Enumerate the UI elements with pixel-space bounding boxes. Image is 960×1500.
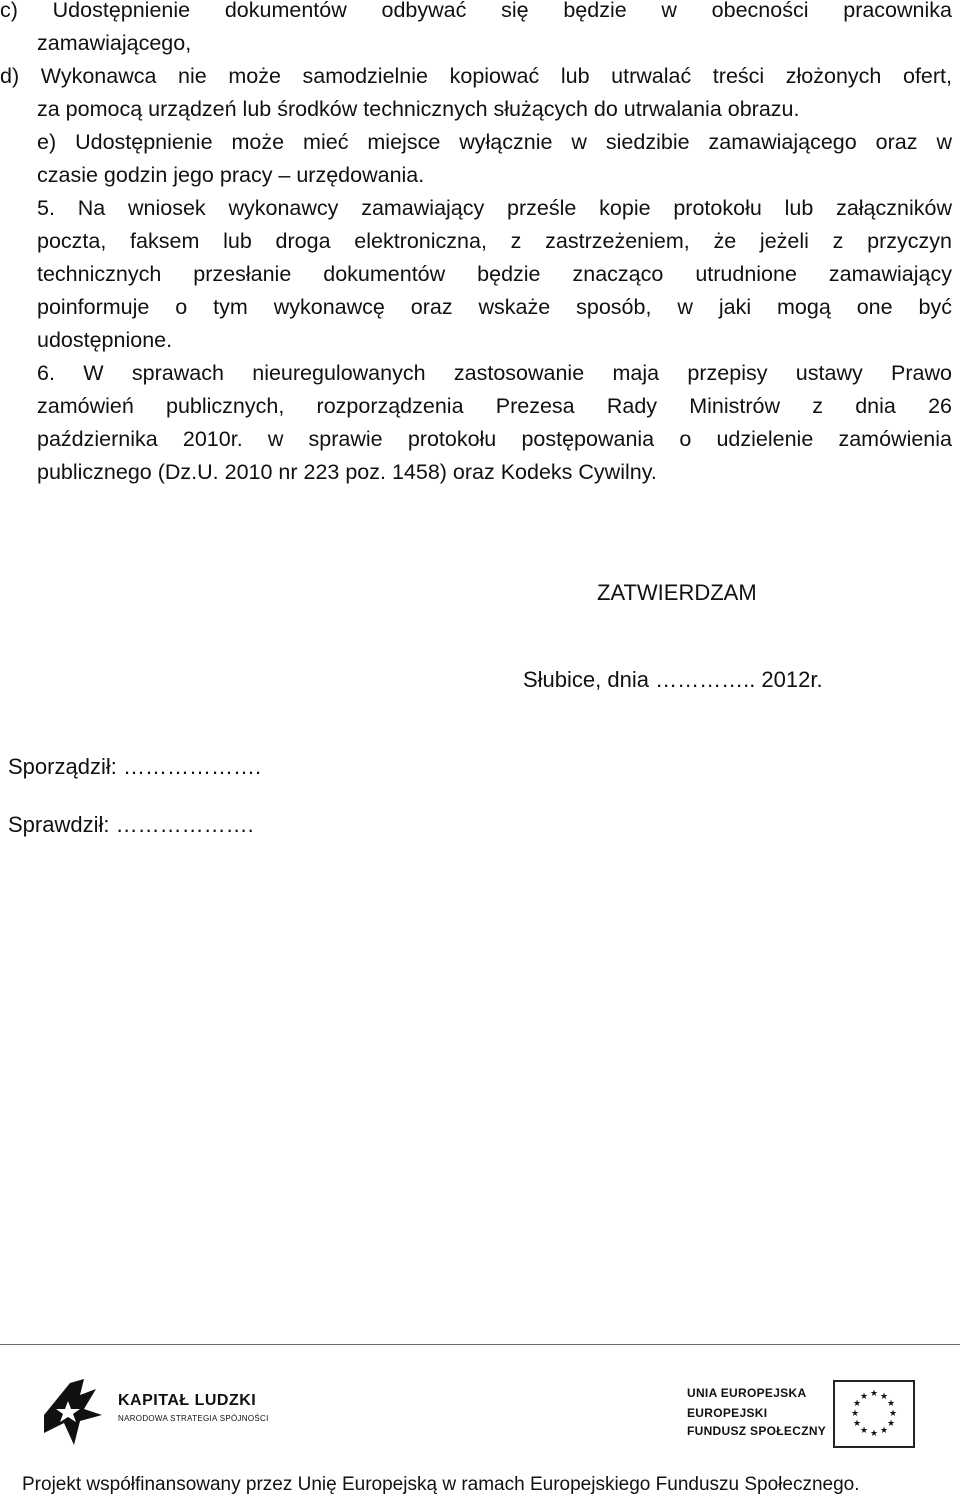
svg-text:★: ★ (879, 1426, 889, 1436)
footer-divider (0, 1344, 960, 1345)
body-line: poczta, faksem lub droga elektroniczna, z zastrzeżeniem, że jeżeli z przyczyn (37, 229, 952, 253)
approval-label: ZATWIERDZAM (597, 580, 757, 605)
body-line: e) Udostępnienie może mieć miejsce wyłącznie w siedzibie zamawiającego oraz w (37, 130, 952, 154)
svg-text:★: ★ (886, 1419, 896, 1429)
body-line: zamawiającego, (37, 31, 192, 55)
eu-logo (683, 1380, 928, 1460)
svg-text:★: ★ (852, 1399, 862, 1409)
body-line: poinformuje o tym wykonawcę oraz wskaże sposób, w jaki mogą one być (37, 295, 952, 319)
body-line: publicznego (Dz.U. 2010 nr 223 poz. 1458) oraz Kodeks Cywilny. (37, 460, 657, 484)
eu-logo-line1: UNIA EUROPEJSKA (687, 1386, 807, 1400)
kapital-ludzki-title: KAPITAŁ LUDZKI (118, 1392, 257, 1409)
kapital-ludzki-emblem-icon (40, 1375, 112, 1450)
svg-text:★: ★ (888, 1409, 898, 1419)
body-line: października 2010r. w sprawie protokołu postępowania o udzielenie zamówienia (37, 427, 952, 451)
svg-text:★: ★ (869, 1429, 879, 1439)
body-line: 5. Na wniosek wykonawcy zamawiający prześle kopie protokołu lub załączników (37, 196, 952, 220)
eu-logo-line2: EUROPEJSKI (687, 1406, 768, 1420)
body-line: udostępnione. (37, 328, 173, 352)
place-date: Słubice, dnia ………….. 2012r. (523, 667, 823, 692)
body-line: c) Udostępnienie dokumentów odbywać się będzie w obecności pracownika (0, 0, 952, 22)
svg-text:★: ★ (852, 1419, 862, 1429)
svg-text:★: ★ (869, 1389, 879, 1399)
body-line: technicznych przesłanie dokumentów będzie znacząco utrudnione zamawiający (37, 262, 952, 286)
body-line: zamówień publicznych, rozporządzenia Prezesa Rady Ministrów z dnia 26 (37, 394, 952, 418)
body-line: 6. W sprawach nieuregulowanych zastosowanie maja przepisy ustawy Prawo (37, 361, 952, 385)
body-line: czasie godzin jego pracy – urzędowania. (37, 163, 425, 187)
eu-logo-line3: FUNDUSZ SPOŁECZNY (687, 1424, 827, 1438)
svg-text:★: ★ (850, 1409, 860, 1419)
svg-text:★: ★ (859, 1392, 869, 1402)
svg-text:★: ★ (859, 1426, 869, 1436)
kapital-ludzki-subtitle: NARODOWA STRATEGIA SPÓJNOŚCI (118, 1414, 269, 1423)
prepared-by: Sporządził: ………………. (8, 754, 262, 779)
eu-stars-icon (835, 1382, 913, 1446)
footer-text: Projekt współfinansowany przez Unię Europejską w ramach Europejskiego Funduszu Społecznego. (22, 1474, 860, 1495)
eu-flag-icon (833, 1380, 915, 1448)
checked-by: Sprawdził: ………………. (8, 812, 254, 837)
body-line: d) Wykonawca nie może samodzielnie kopiować lub utrwalać treści złożonych ofert, (0, 64, 952, 88)
svg-text:★: ★ (879, 1392, 889, 1402)
svg-text:★: ★ (886, 1399, 896, 1409)
body-line: za pomocą urządzeń lub środków technicznych służących do utrwalania obrazu. (37, 97, 800, 121)
kapital-ludzki-logo (40, 1375, 270, 1450)
